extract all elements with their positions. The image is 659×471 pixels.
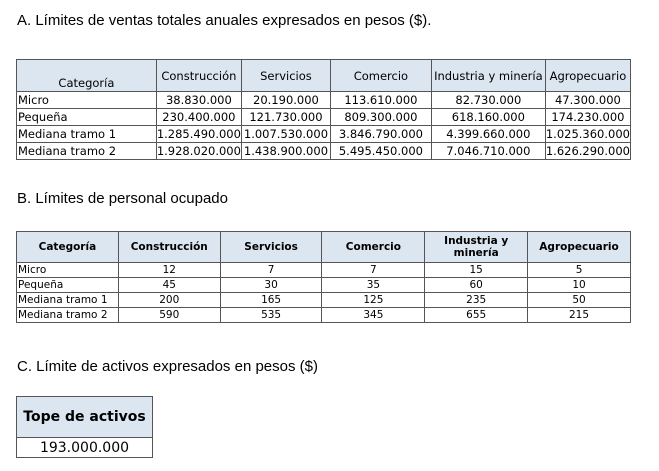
header-servicios: Servicios bbox=[241, 60, 330, 92]
table-cell: 4.399.660.000 bbox=[431, 126, 545, 143]
personnel-limits-table bbox=[16, 231, 631, 323]
table-cell: 7.046.710.000 bbox=[431, 143, 545, 160]
table-cell: 1.285.490.000 bbox=[156, 127, 241, 141]
table-cell: 12 bbox=[118, 263, 220, 278]
table-cell: 3.846.790.000 bbox=[330, 126, 431, 143]
table-cell: 7 bbox=[322, 263, 425, 278]
table-row bbox=[17, 293, 631, 308]
table-cell: 1.438.900.000 bbox=[241, 143, 330, 160]
table-cell: 47.300.000 bbox=[545, 92, 630, 109]
row-label: Mediana tramo 1 bbox=[17, 293, 119, 308]
table-cell: 535 bbox=[220, 308, 322, 323]
table-cell: 1.928.020.000 bbox=[156, 144, 241, 158]
table-header-row bbox=[17, 60, 631, 92]
table-cell: 35 bbox=[322, 278, 425, 293]
table-cell: 15 bbox=[425, 263, 528, 278]
table-cell: 1.007.530.000 bbox=[241, 126, 330, 143]
table-row bbox=[17, 126, 631, 143]
table-cell: 121.730.000 bbox=[241, 109, 330, 126]
table-header-row bbox=[17, 397, 153, 438]
table-cell: 20.190.000 bbox=[241, 92, 330, 109]
table-cell: 618.160.000 bbox=[431, 109, 545, 126]
header-construccion: Construcción bbox=[156, 60, 241, 92]
table-cell: 82.730.000 bbox=[431, 92, 545, 109]
header-servicios: Servicios bbox=[220, 232, 322, 263]
row-label: Micro bbox=[17, 263, 119, 278]
row-label: Mediana tramo 2 bbox=[17, 143, 157, 160]
table-cell: 38.830.000 bbox=[156, 92, 241, 109]
table-row bbox=[17, 308, 631, 323]
section-c-title: C. Límite de activos expresados en pesos ($) bbox=[17, 358, 318, 375]
section-b-title: B. Límites de personal ocupado bbox=[17, 190, 228, 207]
row-label: Micro bbox=[17, 92, 157, 109]
table-cell: 5 bbox=[528, 263, 631, 278]
table-cell: 345 bbox=[322, 308, 425, 323]
table-cell: 50 bbox=[528, 293, 631, 308]
table-cell: 215 bbox=[528, 308, 631, 323]
row-label: Pequeña bbox=[17, 278, 119, 293]
header-categoria: Categoría bbox=[17, 60, 157, 92]
table-cell: 30 bbox=[220, 278, 322, 293]
row-label: Mediana tramo 1 bbox=[17, 126, 157, 143]
section-a-title: A. Límites de ventas totales anuales expresados en pesos ($). bbox=[17, 12, 432, 29]
header-comercio: Comercio bbox=[330, 60, 431, 92]
table-cell: 125 bbox=[322, 293, 425, 308]
table-cell: 655 bbox=[425, 308, 528, 323]
table-row bbox=[17, 263, 631, 278]
header-tope-activos: Tope de activos bbox=[17, 397, 153, 438]
header-agropecuario: Agropecuario bbox=[528, 232, 631, 263]
header-comercio: Comercio bbox=[322, 232, 425, 263]
header-industria: Industria y minería bbox=[431, 60, 545, 92]
header-agropecuario: Agropecuario bbox=[545, 60, 630, 92]
table-cell: 230.400.000 bbox=[156, 109, 241, 126]
table-cell: 1.025.360.000 bbox=[545, 127, 630, 141]
table-row bbox=[17, 438, 153, 458]
table-row bbox=[17, 278, 631, 293]
table-cell: 165 bbox=[220, 293, 322, 308]
assets-value: 193.000.000 bbox=[17, 438, 153, 458]
table-row bbox=[17, 143, 631, 160]
table-cell: 7 bbox=[220, 263, 322, 278]
header-construccion: Construcción bbox=[118, 232, 220, 263]
row-label: Pequeña bbox=[17, 109, 157, 126]
table-cell: 200 bbox=[118, 293, 220, 308]
header-categoria: Categoría bbox=[17, 232, 119, 263]
table-cell: 60 bbox=[425, 278, 528, 293]
table-cell: 174.230.000 bbox=[545, 109, 630, 126]
header-industria: Industria y minería bbox=[425, 232, 528, 263]
assets-limit-table bbox=[16, 396, 153, 458]
table-header-row bbox=[17, 232, 631, 263]
table-cell: 5.495.450.000 bbox=[330, 143, 431, 160]
table-cell: 809.300.000 bbox=[330, 109, 431, 126]
table-cell: 1.626.290.000 bbox=[545, 144, 630, 158]
table-cell: 113.610.000 bbox=[330, 92, 431, 109]
table-row bbox=[17, 92, 631, 109]
row-label: Mediana tramo 2 bbox=[17, 308, 119, 323]
table-cell: 235 bbox=[425, 293, 528, 308]
table-row bbox=[17, 109, 631, 126]
table-cell: 10 bbox=[528, 278, 631, 293]
table-cell: 590 bbox=[118, 308, 220, 323]
sales-limits-table bbox=[16, 59, 631, 160]
table-cell: 45 bbox=[118, 278, 220, 293]
